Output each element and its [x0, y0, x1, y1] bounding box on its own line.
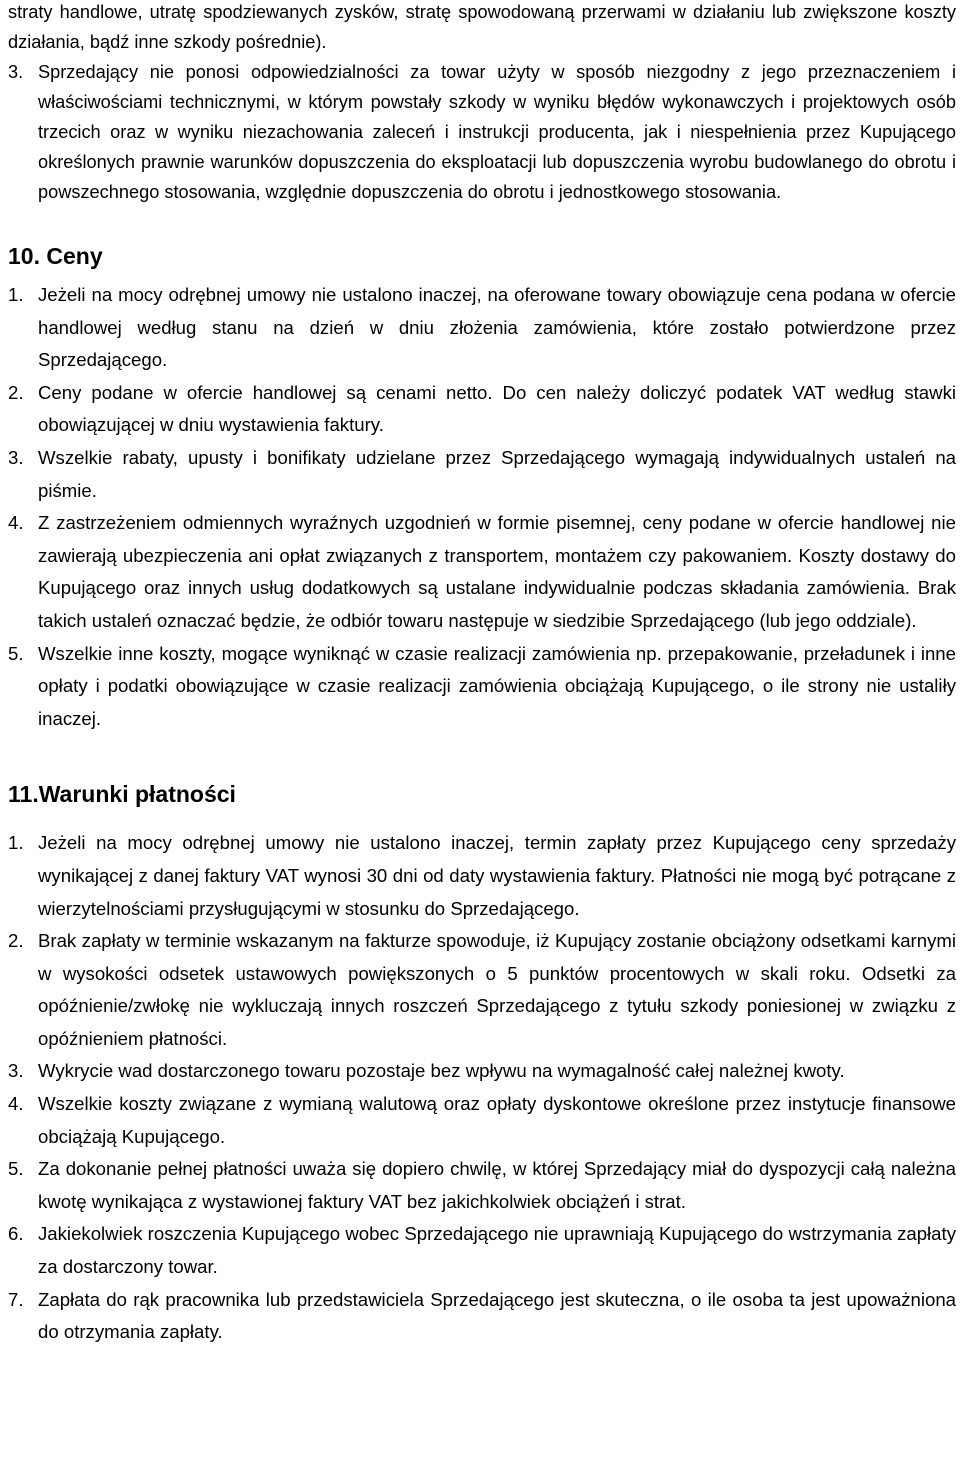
list-item-text: Jakiekolwiek roszczenia Kupującego wobec Sprzedającego nie uprawniają Kupującego do wstrzymania zapłaty za dostarczony towar.: [38, 1223, 956, 1278]
list-number: 1.: [8, 832, 24, 854]
list-item: [8, 442, 956, 507]
list-item-text: Wykrycie wad dostarczonego towaru pozostaje bez wpływu na wymagalność całej należnej kwoty.: [38, 1060, 845, 1082]
list-item-text: Wszelkie inne koszty, mogące wyniknąć w czasie realizacji zamówienia np. przepakowanie, przeładunek i inne opłaty i podatki obowiązujące w czasie realizacji zamówienia obciążają Kupującego, o ile strony nie ustaliły inaczej.: [38, 642, 956, 729]
intro-continuation: straty handlowe, utratę spodziewanych zysków, stratę spowodowaną przerwami w działaniu lub zwiększone koszty działania, bądź inne szkody pośrednie).: [8, 2, 956, 52]
list-number: 2.: [8, 930, 24, 952]
list-item: [8, 507, 956, 637]
list-number: 2.: [8, 381, 24, 403]
list-item: [8, 827, 956, 925]
intro-list-item-3: [8, 57, 956, 207]
list-number: 4.: [8, 512, 24, 534]
list-item: [8, 1055, 956, 1088]
list-number: 5.: [8, 1158, 24, 1180]
list-item-text: Za dokonanie pełnej płatności uważa się dopiero chwilę, w której Sprzedający miał do dyspozycji całą należna kwotę wynikająca z wystawionej faktury VAT bez jakichkolwiek obciążeń i strat.: [38, 1158, 956, 1212]
list-number: 3.: [8, 1060, 24, 1082]
list-item-text: Z zastrzeżeniem odmiennych wyraźnych uzgodnień w formie pisemnej, ceny podane w ofercie handlowej nie zawierają ubezpieczenia ani opłat związanych z transportem, montażem czy pakowaniem. Koszty dostawy do Kupującego oraz innych usług dodatkowych są ustalane indywidualnie podczas składania zamówienia. Brak takich ustaleń oznaczać będzie, że odbiór towaru następuje w siedzibie Sprzedającego (lub jego oddziale).: [38, 512, 956, 631]
section-payment-list: [8, 827, 956, 1349]
intro-block: [8, 0, 956, 207]
list-item-text: Ceny podane w ofercie handlowej są cenami netto. Do cen należy doliczyć podatek VAT według stawki obowiązującej w dniu wystawienia faktury.: [38, 381, 956, 436]
list-number: 1.: [8, 284, 24, 305]
list-item: [8, 279, 956, 377]
section-prices-list: [8, 279, 956, 735]
list-item-text: Wszelkie rabaty, upusty i bonifikaty udzielane przez Sprzedającego wymagają indywidualnych ustaleń na piśmie.: [38, 446, 956, 501]
list-item: [8, 925, 956, 1055]
list-number: 6.: [8, 1223, 24, 1245]
list-number: 3.: [8, 62, 24, 82]
list-item: [8, 1088, 956, 1153]
list-number: 4.: [8, 1093, 24, 1115]
list-item: [8, 1153, 956, 1218]
list-number: 7.: [8, 1288, 24, 1310]
list-item: [8, 1284, 956, 1349]
list-item-text: Brak zapłaty w terminie wskazanym na fakturze spowoduje, iż Kupujący zostanie obciążony odsetkami karnymi w wysokości odsetek ustawowych powiększonych o 5 punktów procentowych w skali roku. Odsetki za opóźnienie/zwłokę nie wykluczają innych roszczeń Sprzedającego z tytułu szkody poniesionej w związku z opóźnieniem płatności.: [38, 930, 956, 1049]
list-item-text: Jeżeli na mocy odrębnej umowy nie ustalono inaczej, na oferowane towary obowiązuje cena podana w ofercie handlowej według stanu na dzień w dniu złożenia zamówienia, które zostało potwierdzone przez Sprzedającego.: [38, 284, 956, 371]
list-item: [8, 1218, 956, 1283]
list-item-text: Wszelkie koszty związane z wymianą walutową oraz opłaty dyskontowe określone przez instytucje finansowe obciążają Kupującego.: [38, 1093, 956, 1147]
list-item-text: Jeżeli na mocy odrębnej umowy nie ustalono inaczej, termin zapłaty przez Kupującego ceny sprzedaży wynikającej z danej faktury VAT wynosi 30 dni od daty wystawienia faktury. Płatności nie mogą być potrącane z wierzytelnościami przysługującymi w stosunku do Sprzedającego.: [38, 832, 956, 919]
list-item-text: Sprzedający nie ponosi odpowiedzialności za towar użyty w sposób niezgodny z jego przeznaczeniem i właściwościami technicznymi, w którym powstały szkody w wyniku błędów wykonawczych i projektowych osób trzecich oraz w wyniku niezachowania zaleceń i instrukcji producenta, jak i niespełnienia przez Kupującego określonych prawnie warunków dopuszczenia do eksploatacji lub dopuszczenia wyrobu budowlanego do obrotu i powszechnego stosowania, względnie dopuszczenia do obrotu i jednostkowego stosowania.: [38, 62, 956, 202]
section-heading-payment-terms: 11.Warunki płatności: [8, 781, 236, 808]
list-number: 3.: [8, 446, 24, 468]
list-number: 5.: [8, 642, 24, 664]
list-item-text: Zapłata do rąk pracownika lub przedstawiciela Sprzedającego jest skuteczna, o ile osoba ta jest upoważniona do otrzymania zapłaty.: [38, 1288, 956, 1343]
list-item: [8, 377, 956, 442]
section-heading-prices: 10. Ceny: [8, 243, 103, 269]
list-item: [8, 638, 956, 736]
